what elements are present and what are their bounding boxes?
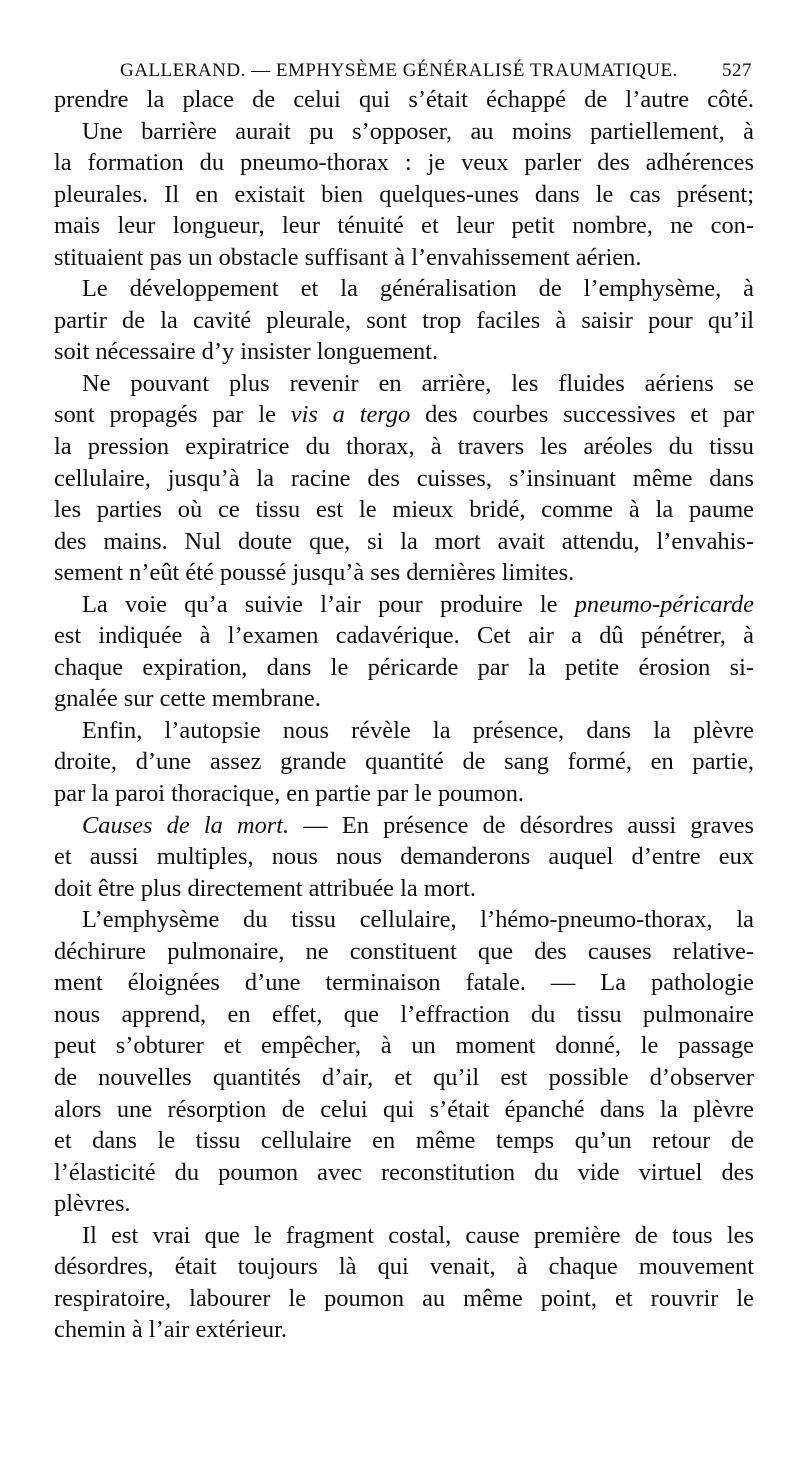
document-page: [54, 60, 754, 1346]
text-line: déchirure pulmonaire, ne constituent que des causes relative-: [54, 937, 754, 965]
text-line: chaque expiration, dans le péricarde par la petite érosion si-: [54, 653, 754, 681]
text-line: Enfin, l’autopsie nous révèle la présence, dans la plèvre: [82, 716, 754, 744]
text-line: les parties où ce tissu est le mieux bridé, comme à la paume: [54, 496, 754, 524]
text-line: Le développement et la généralisation de l’emphysème, à: [82, 275, 754, 303]
text-line: des mains. Nul doute que, si la mort avait attendu, l’envahis-: [54, 527, 754, 555]
text-line: soit nécessaire d’y insister longuement.: [54, 338, 439, 366]
text-line: peut s’obturer et empêcher, à un moment donné, le passage: [54, 1032, 754, 1060]
text-line: L’emphysème du tissu cellulaire, l’hémo-pneumo-thorax, la: [82, 906, 754, 934]
text-line: désordres, était toujours là qui venait, à chaque mouvement: [54, 1253, 754, 1281]
text-line: Ne pouvant plus revenir en arrière, les fluides aériens se: [82, 369, 754, 397]
text-run: des courbes successives et par: [410, 401, 754, 429]
page-number: 527: [722, 60, 752, 81]
text-line: doit être plus directement attribuée la mort.: [54, 874, 476, 902]
text-line: de nouvelles quantités d’air, et qu’il est possible d’observer: [54, 1063, 754, 1091]
text-line: [54, 810, 754, 842]
text-line: Il est vrai que le fragment costal, cause première de tous les: [82, 1221, 754, 1249]
text-line: Une barrière aurait pu s’opposer, au moins partiellement, à: [82, 117, 754, 145]
text-line: stituaient pas un obstacle suffisant à l’envahissement aérien.: [54, 243, 642, 271]
text-run: sont propagés par le: [54, 401, 291, 429]
text-line: sement n’eût été poussé jusqu’à ses dernières limites.: [54, 559, 575, 587]
text-line: ment éloignées d’une terminaison fatale. — La pathologie: [54, 969, 754, 997]
text-line: gnalée sur cette membrane.: [54, 685, 321, 713]
running-title: GALLERAND. — EMPHYSÈME GÉNÉRALISÉ TRAUMATIQUE.: [120, 60, 678, 81]
italic-term: vis a tergo: [290, 401, 411, 429]
text-run: — En présence de désordres aussi graves: [289, 811, 754, 839]
text-line: est indiquée à l’examen cadavérique. Cet air a dû pénétrer, à: [54, 622, 754, 650]
text-line: mais leur longueur, leur ténuité et leur petit nombre, ne con-: [54, 212, 754, 240]
italic-term: Causes de la mort.: [82, 811, 290, 839]
text-line: respiratoire, labourer le poumon au même point, et rouvrir le: [54, 1284, 754, 1312]
text-run: La voie qu’a suivie l’air pour produire le: [82, 590, 575, 618]
text-line: partir de la cavité pleurale, sont trop faciles à saisir pour qu’il: [54, 306, 754, 334]
text-line: l’élasticité du poumon avec reconstitution du vide virtuel des: [54, 1158, 754, 1186]
text-line: [54, 589, 754, 621]
text-line: et dans le tissu cellulaire en même temps qu’un retour de: [54, 1127, 754, 1155]
italic-term: pneumo-péricarde: [574, 590, 754, 618]
text-line: par la paroi thoracique, en partie par le poumon.: [54, 780, 525, 808]
text-line: la formation du pneumo-thorax : je veux parler des adhérences: [54, 149, 754, 177]
text-line: la pression expiratrice du thorax, à travers les aréoles du tissu: [54, 433, 754, 461]
text-line: pleurales. Il en existait bien quelques-unes dans le cas présent;: [54, 180, 754, 208]
text-line: nous apprend, en effet, que l’effraction du tissu pulmonaire: [54, 1000, 754, 1028]
text-line: chemin à l’air extérieur.: [54, 1316, 287, 1344]
text-line: [54, 399, 754, 431]
running-header: [54, 60, 754, 82]
text-line: et aussi multiples, nous nous demanderons auquel d’entre eux: [54, 843, 754, 871]
text-line: prendre la place de celui qui s’était échappé de l’autre côté.: [54, 86, 754, 113]
text-line: alors une résorption de celui qui s’était épanché dans la plèvre: [54, 1095, 754, 1123]
body-text: [54, 84, 754, 1346]
text-line: droite, d’une assez grande quantité de sang formé, en partie,: [54, 748, 754, 776]
text-line: plèvres.: [54, 1190, 131, 1218]
text-line: cellulaire, jusqu’à la racine des cuisses, s’insinuant même dans: [54, 464, 754, 492]
